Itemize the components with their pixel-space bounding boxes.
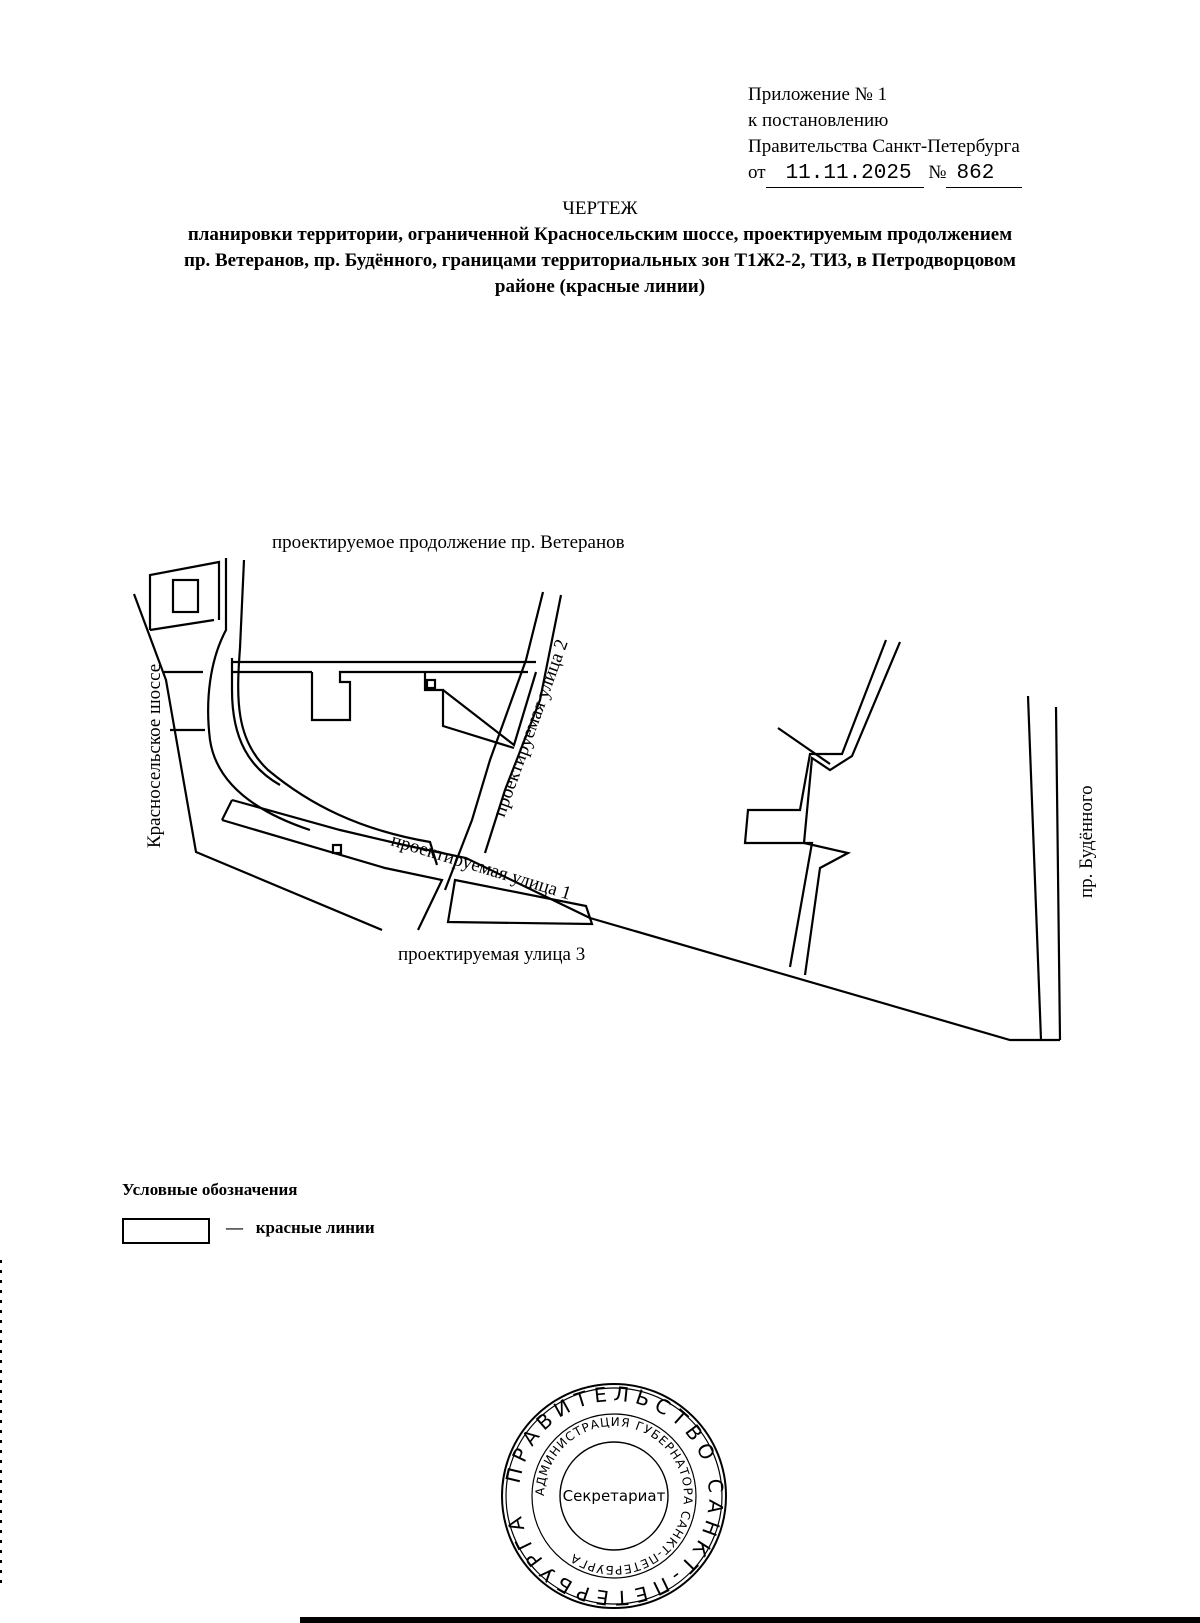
- legend-red-lines-label: красные линии: [255, 1218, 375, 1237]
- appendix-line-2: к постановлению: [748, 110, 889, 131]
- seal-inner-text: АДМИНИСТРАЦИЯ ГУБЕРНАТОРА САНКТ-ПЕТЕРБУРГА: [532, 1414, 696, 1578]
- label-veteranov: проектируемое продолжение пр. Ветеранов: [272, 532, 625, 553]
- red-line-branch-west: [745, 640, 886, 967]
- small-building-square: [173, 580, 198, 612]
- appendix-line-3: Правительства Санкт-Петербурга: [748, 136, 1020, 157]
- red-line-budyonnogo-east: [1056, 707, 1060, 1040]
- red-line-curve-outer: [238, 560, 437, 865]
- red-line-cross-1: [150, 620, 214, 630]
- red-line-notch-1: [312, 672, 528, 720]
- legend-red-line-swatch: [122, 1218, 210, 1244]
- red-line-street-1-north: [232, 800, 590, 918]
- number-prefix: №: [928, 162, 947, 183]
- scan-left-edge-marks: [0, 1260, 2, 1590]
- red-line-branch-east: [804, 642, 900, 975]
- label-street-2: проектируемая улица 2: [488, 636, 573, 820]
- legend-red-lines-item: [226, 1218, 375, 1238]
- official-seal: [498, 1380, 730, 1612]
- red-line-budyonnogo-west: [1028, 696, 1041, 1040]
- appendix-line-1: Приложение № 1: [748, 84, 888, 105]
- red-line-street-1-south: [222, 800, 232, 820]
- seal-outer-text: ПРАВИТЕЛЬСТВО САНКТ-ПЕТЕРБУРГА: [500, 1381, 729, 1611]
- legend-title: Условные обозначения: [122, 1180, 298, 1199]
- seal-center-text: Секретариат: [562, 1487, 666, 1505]
- label-budyonnogo: пр. Будённого: [1076, 785, 1097, 898]
- date-prefix: от: [748, 162, 766, 183]
- label-krasnoselskoe: Красносельское шоссе: [144, 663, 165, 848]
- title-line-3: районе (красные линии): [494, 276, 706, 297]
- title-line-1: планировки территории, ограниченной Красносельским шоссе, проектируемым продолжением: [187, 224, 1013, 245]
- decree-number: 862: [946, 161, 1022, 188]
- red-line-branch-link: [778, 728, 830, 764]
- decree-date: 11.11.2025: [766, 161, 924, 188]
- title-line-2: пр. Ветеранов, пр. Будённого, границами территориальных зон Т1Ж2-2, ТИ3, в Петродворцовом: [184, 250, 1016, 271]
- legend-dash: —: [226, 1218, 243, 1237]
- small-square-3: [333, 845, 341, 853]
- title-heading: ЧЕРТЕЖ: [562, 198, 638, 219]
- red-line-southern: [590, 918, 1060, 1040]
- label-street-3: проектируемая улица 3: [398, 944, 586, 965]
- scan-bottom-edge: [300, 1617, 1200, 1623]
- red-line-krasnoselskoe-west: [134, 594, 382, 930]
- small-square-2: [427, 680, 435, 688]
- label-street-1: проектируемая улица 1: [388, 829, 574, 905]
